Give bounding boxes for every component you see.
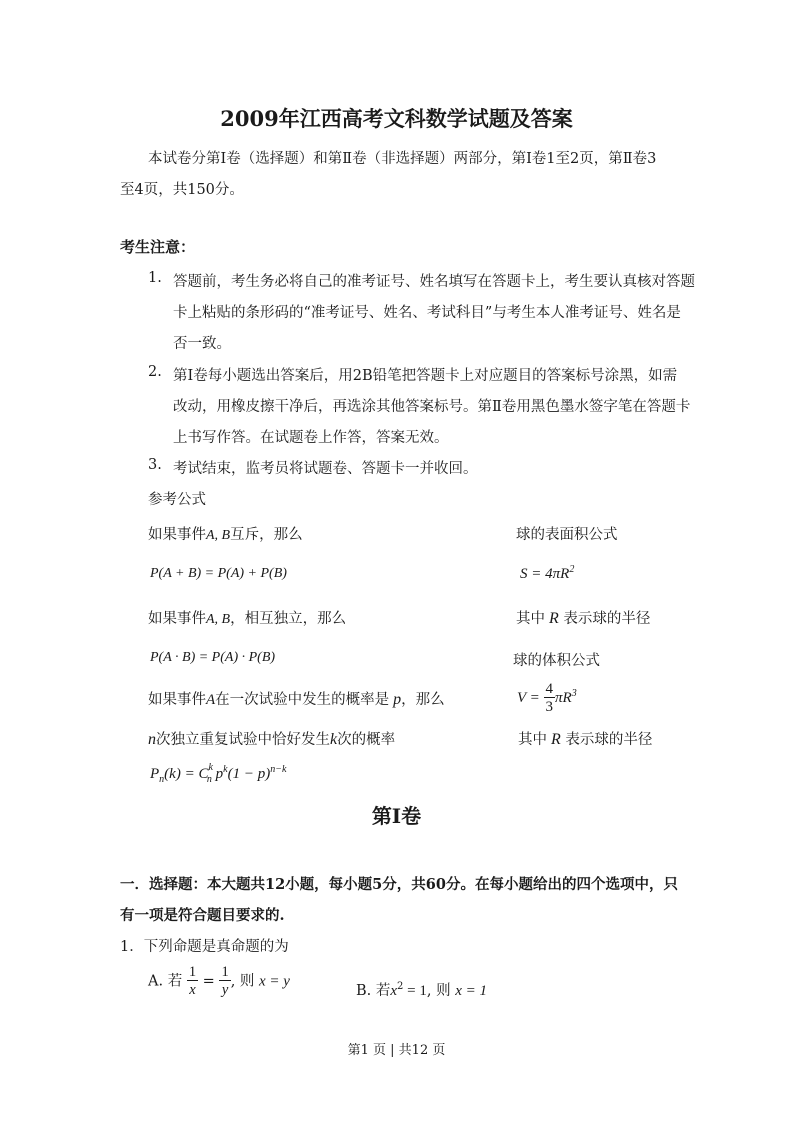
notice-item-number: 1.: [148, 270, 162, 286]
notice-item-number: 3.: [148, 457, 162, 473]
notice-item-line: 否一致。: [173, 336, 231, 352]
question-1-option-b: B. 若$x^2 = 1$, 则 x = 1: [356, 981, 487, 999]
notice-item-line: 第Ⅰ卷每小题选出答案后，用2B铅笔把答题卡上对应题目的答案标号涂黑，如需: [173, 368, 678, 384]
formula-condition-independent: 如果事件A, B，相互独立，那么: [148, 611, 347, 627]
notice-item-line: 考试结束，监考员将试题卷、答题卡一并收回。: [173, 461, 478, 477]
question-1-stem: 1．下列命题是真命题的为: [120, 939, 289, 955]
formula-condition-trials: n次独立重复试验中恰好发生k次的概率: [148, 731, 396, 748]
notice-item-line: 卡上粘贴的条形码的“准考证号、姓名、考试科目”与考生本人准考证号、姓名是: [173, 305, 681, 321]
formula-radius-note: 其中 R 表示球的半径: [518, 731, 653, 748]
part1-instruction-line-2: 有一项是符合题目要求的.: [120, 907, 285, 924]
formula-sphere-volume: V = $\frac{4}{3}$ $\pi R^3$: [517, 681, 577, 715]
notice-item-line: 上书写作答。在试题卷上作答，答案无效。: [173, 430, 449, 446]
notice-item-line: 答题前，考生务必将自己的准考证号、姓名填写在答题卡上，考生要认真核对答题: [173, 274, 695, 290]
formula-condition-exclusive: 如果事件A, B互斥，那么: [148, 527, 303, 543]
formula-sphere-area-label: 球的表面积公式: [516, 527, 618, 543]
formula-multiplication-rule: P(A · B) = P(A) · P(B): [150, 650, 276, 665]
formula-binomial: $P_n(k) = C^k_n$ $p^k(1 - p)^{n-k}$: [150, 762, 287, 785]
page-footer: 第1 页 | 共12 页: [347, 1043, 446, 1058]
notice-item-number: 2.: [148, 364, 162, 380]
intro-line-1: 本试卷分第Ⅰ卷（选择题）和第Ⅱ卷（非选择题）两部分，第Ⅰ卷1至2页，第Ⅱ卷3: [148, 151, 657, 167]
formula-sphere-volume-label: 球的体积公式: [513, 653, 600, 669]
formula-sphere-area: $S = 4\pi R^2$: [520, 564, 575, 582]
formula-addition-rule: P(A + B) = P(A) + P(B): [150, 566, 287, 581]
part1-instruction-line-1: 一．选择题：本大题共12小题，每小题5分，共60分。在每小题给出的四个选项中，只: [120, 876, 678, 893]
question-1-option-a: A. 若 $\frac{1}{x}$ = $\frac{1}{y}$ , 则 x = y: [148, 964, 290, 998]
notice-item-line: 改动，用橡皮擦干净后，再选涂其他答案标号。第Ⅱ卷用黑色墨水签字笔在答题卡: [173, 399, 691, 415]
notice-heading: 考生注意：: [120, 238, 196, 256]
formulas-heading: 参考公式: [148, 492, 206, 508]
intro-line-2: 至4页，共150分。: [120, 182, 244, 198]
section-title: 第Ⅰ卷: [371, 804, 422, 828]
formula-condition-probability: 如果事件A在一次试验中发生的概率是 p，那么: [148, 691, 445, 708]
formula-radius-note: 其中 R 表示球的半径: [516, 610, 651, 627]
document-title: 2009年江西高考文科数学试题及答案: [220, 106, 573, 131]
